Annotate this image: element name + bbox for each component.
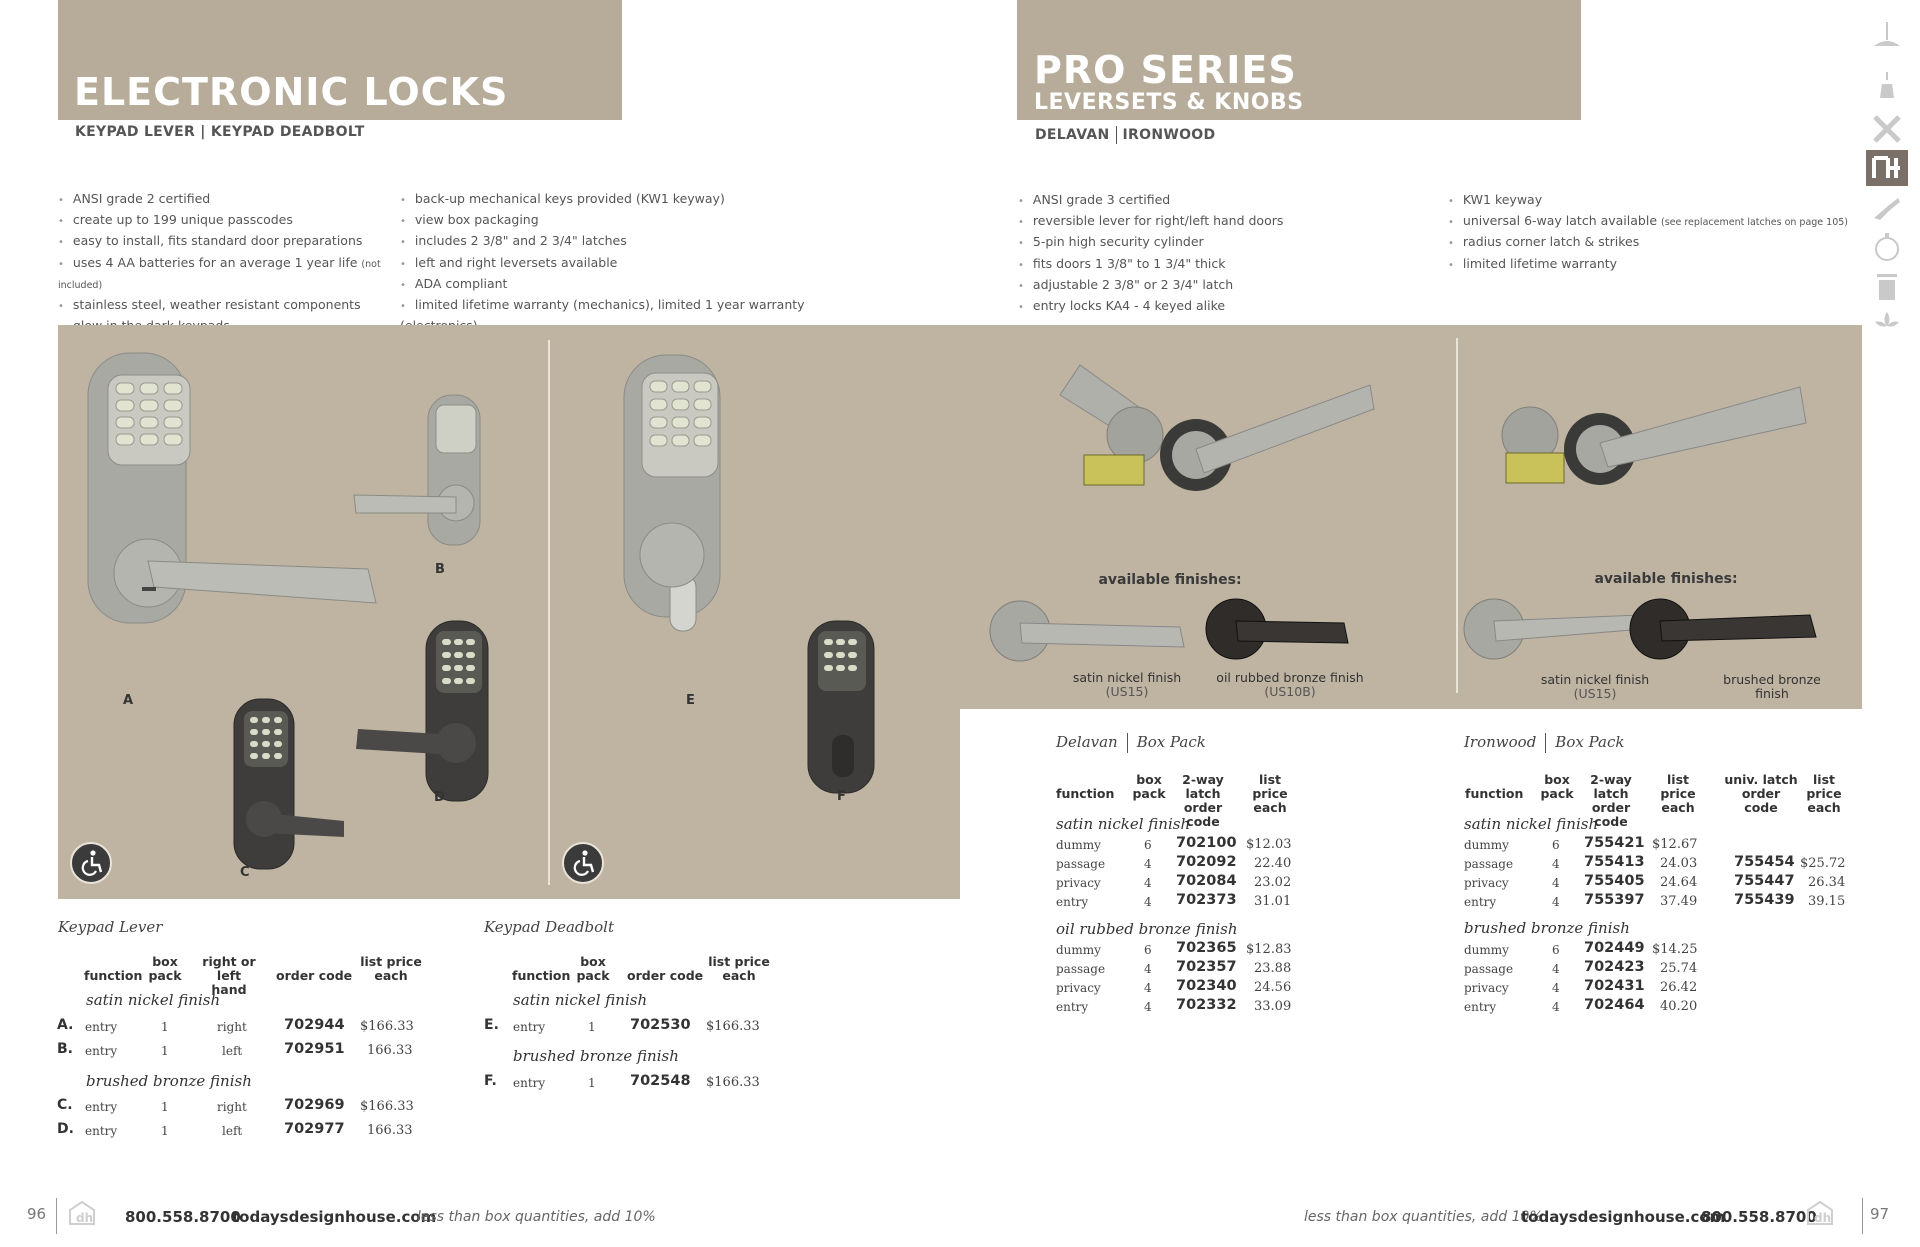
col-header-box-pack: box pack [1540, 772, 1574, 801]
ring-icon[interactable] [1870, 230, 1904, 264]
keypad-lever-b-image [354, 395, 480, 545]
table-row: dummy 6 755421 $12.67 [1464, 835, 1698, 852]
ironwood-bronze-swatch [1630, 599, 1816, 659]
right-features-col2 [1448, 190, 1848, 275]
table-row: privacy 4 702340 24.56 [1056, 978, 1292, 995]
delavan-rows-satin [1056, 835, 1316, 915]
table-row: D. entry 1 left 702977 166.33 [57, 1121, 413, 1138]
col-header-list-price: list price each [1252, 772, 1288, 815]
table-row: passage 4 755413 24.03 755454 $25.72 [1464, 854, 1846, 871]
page-number-left: 96 [27, 1205, 47, 1223]
feature-item: • 5-pin high security cylinder [1018, 232, 1418, 253]
table-row: C. entry 1 right 702969 $166.33 [57, 1097, 414, 1114]
svg-text:dh: dh [76, 1211, 94, 1225]
design-house-logo-icon [68, 1200, 116, 1226]
feature-item: • entry locks KA4 - 4 keyed alike [1018, 296, 1418, 317]
finish-heading: brushed bronze finish [1464, 919, 1630, 937]
table-row: entry 4 702464 40.20 [1464, 997, 1698, 1014]
col-header-order-code: order code [627, 968, 704, 983]
ironwood-finish-satin: satin nickel finish (US15) [1540, 672, 1650, 701]
delavan-satin-swatch [990, 601, 1184, 661]
table-row: entry 4 755397 37.49 755439 39.15 [1464, 892, 1846, 909]
keypad-lever-d-image [356, 621, 488, 801]
ironwood-available-finishes: available finishes: [1594, 571, 1738, 587]
finish-heading: brushed bronze finish [513, 1047, 679, 1065]
col-header-univ-list-price: list price each [1806, 772, 1842, 815]
photo-label-c: C [240, 865, 250, 880]
footer-phone-right[interactable]: 800.558.8700 [1701, 1208, 1817, 1226]
feature-item: • uses 4 AA batteries for an average 1 year life (not included) [58, 253, 398, 295]
keypad-deadbolt-f-image [808, 621, 874, 793]
subtitle-ironwood: IRONWOOD [1122, 127, 1216, 143]
feature-item: • KW1 keyway [1448, 190, 1848, 211]
footer-note-right: less than box quantities, add 10% [1304, 1209, 1543, 1225]
feature-item: • fits doors 1 3/8" to 1 3/4" thick [1018, 254, 1418, 275]
ironwood-finish-bronze: brushed bronze finish [1723, 672, 1821, 701]
door-hardware-icon[interactable] [1866, 150, 1908, 186]
pendant-light-icon[interactable] [1870, 70, 1904, 104]
feature-item: • limited lifetime warranty [1448, 254, 1848, 275]
footer-site-left[interactable]: todaysdesignhouse.com [232, 1208, 437, 1226]
feature-item: • reversible lever for right/left hand doors [1018, 211, 1418, 232]
ironwood-title: Ironwood Box Pack [1464, 733, 1625, 751]
table-row: privacy 4 702431 26.42 [1464, 978, 1698, 995]
table-row: dummy 6 702449 $14.25 [1464, 940, 1698, 957]
delavan-bronze-swatch [1206, 599, 1348, 659]
subtitle-delavan: DELAVAN [1035, 127, 1110, 143]
feature-item: • universal 6-way latch available (see replacement latches on page 105) [1448, 211, 1848, 232]
table-row: passage 4 702092 22.40 [1056, 854, 1292, 871]
col-header-list-price: list price each [1660, 772, 1696, 815]
finish-heading: satin nickel finish [1464, 815, 1599, 833]
cabinet-icon[interactable] [1870, 270, 1904, 304]
page-title-pro-series: PRO SERIES [1034, 48, 1297, 92]
page-title-electronic-locks: ELECTRONIC LOCKS [74, 70, 509, 114]
footer-note-left: less than box quantities, add 10% [417, 1209, 656, 1225]
col-header-function: function [1056, 786, 1115, 801]
category-sidebar [1866, 20, 1908, 330]
col-header-list-price: list price each [708, 954, 770, 983]
table-row: dummy 6 702100 $12.03 [1056, 835, 1292, 852]
finish-heading: brushed bronze finish [86, 1072, 252, 1090]
ironwood-rows-satin [1464, 835, 1864, 915]
col-header-order-code: order code [276, 968, 353, 983]
subtitle-separator [1116, 126, 1117, 144]
pro-series-illustration [960, 325, 1862, 709]
ironwood-satin-swatch [1464, 599, 1644, 659]
table-row: dummy 6 702365 $12.83 [1056, 940, 1292, 957]
ada-accessible-icon [70, 842, 112, 884]
feature-item: • left and right leversets available [400, 253, 880, 274]
delavan-finish-bronze: oil rubbed bronze finish (US10B) [1216, 670, 1364, 699]
footer-phone-left[interactable]: 800.558.8700 [125, 1208, 241, 1226]
feature-item: • back-up mechanical keys provided (KW1 keyway) [400, 189, 880, 210]
faucet-icon[interactable] [1870, 192, 1904, 226]
photo-label-a: A [123, 693, 134, 708]
keypad-lever-title: Keypad Lever [58, 918, 163, 936]
ada-accessible-icon [562, 842, 604, 884]
feature-item: • limited lifetime warranty (mechanics), limited 1 year warranty [400, 295, 880, 335]
photo-label-d: D [434, 790, 445, 805]
footer-site-right[interactable]: todaysdesignhouse.com [1521, 1208, 1726, 1226]
delavan-lever-image [1060, 365, 1374, 491]
delavan-available-finishes: available finishes: [1098, 572, 1242, 588]
col-header-function: function [1465, 786, 1524, 801]
keypad-deadbolt-e-image [624, 355, 720, 631]
col-header-hand: right or left hand [202, 954, 256, 997]
col-header-order-code: 2-way latch order code [1590, 772, 1632, 829]
col-header-univ-order-code: univ. latch order code [1724, 772, 1798, 815]
col-header-list-price: list price each [360, 954, 422, 983]
col-header-function: function [512, 968, 571, 983]
keypad-lever-c-image [234, 699, 344, 869]
table-row: entry 4 702332 33.09 [1056, 997, 1292, 1014]
right-features-col1 [1018, 190, 1418, 317]
photo-label-e: E [686, 693, 695, 708]
footer-divider [56, 1198, 57, 1234]
left-subtitle: KEYPAD LEVER | KEYPAD DEADBOLT [75, 124, 365, 140]
feature-item: • create up to 199 unique passcodes [58, 210, 398, 231]
footer-divider [1862, 1198, 1863, 1234]
finish-heading: oil rubbed bronze finish [1056, 920, 1238, 938]
table-row: privacy 4 702084 23.02 [1056, 873, 1292, 890]
photo-label-f: F [837, 789, 846, 804]
ironwood-rows-bronze [1464, 940, 1864, 1020]
ceiling-light-icon[interactable] [1870, 20, 1904, 54]
finish-heading: satin nickel finish [1056, 815, 1191, 833]
table-row: privacy 4 755405 24.64 755447 26.34 [1464, 873, 1846, 890]
keypad-lever-a-image [88, 353, 376, 623]
right-subtitle [1035, 126, 1215, 144]
col-header-box-pack: box pack [1132, 772, 1166, 801]
svg-text:dh: dh [1814, 1211, 1832, 1225]
electronic-locks-illustration [58, 325, 960, 899]
left-features-col1 [58, 189, 398, 337]
table-row: passage 4 702357 23.88 [1056, 959, 1292, 976]
feature-item: • ADA compliant [400, 274, 880, 295]
delavan-finish-satin: satin nickel finish (US15) [1072, 670, 1182, 699]
col-header-function: function [84, 968, 143, 983]
feature-item: • adjustable 2 3/8" or 2 3/4" latch [1018, 275, 1418, 296]
page-number-right: 97 [1870, 1205, 1890, 1223]
table-row: F. entry 1 702548 $166.33 [484, 1073, 760, 1090]
feature-item: • easy to install, fits standard door preparations [58, 231, 398, 252]
feature-item: • radius corner latch & strikes [1448, 232, 1848, 253]
design-house-logo-icon [1806, 1200, 1854, 1226]
keypad-deadbolt-title: Keypad Deadbolt [484, 918, 614, 936]
feature-item: • includes 2 3/8" and 2 3/4" latches [400, 231, 880, 252]
feature-item: • stainless steel, weather resistant components [58, 295, 398, 316]
table-row: A. entry 1 right 702944 $166.33 [57, 1017, 414, 1034]
plumbing-icon[interactable] [1870, 112, 1904, 146]
finish-heading: satin nickel finish [513, 991, 648, 1009]
col-header-box-pack: box pack [576, 954, 610, 983]
photo-label-b: B [435, 562, 445, 577]
col-header-box-pack: box pack [148, 954, 182, 983]
lotus-icon[interactable] [1870, 304, 1904, 338]
col-header-order-code: 2-way latch order code [1182, 772, 1224, 829]
feature-item: • ANSI grade 3 certified [1018, 190, 1418, 211]
table-row: passage 4 702423 25.74 [1464, 959, 1698, 976]
feature-item: • ANSI grade 2 certified [58, 189, 398, 210]
finish-heading: satin nickel finish [86, 991, 221, 1009]
table-row: E. entry 1 702530 $166.33 [484, 1017, 760, 1034]
page-subtitle-leversets: LEVERSETS & KNOBS [1034, 90, 1304, 115]
delavan-title: Delavan Box Pack [1056, 733, 1206, 751]
delavan-rows-bronze [1056, 940, 1316, 1020]
ironwood-lever-image [1502, 387, 1806, 485]
left-features-col2 [400, 189, 880, 335]
table-row: entry 4 702373 31.01 [1056, 892, 1292, 909]
feature-item: • view box packaging [400, 210, 880, 231]
table-row: B. entry 1 left 702951 166.33 [57, 1041, 413, 1058]
